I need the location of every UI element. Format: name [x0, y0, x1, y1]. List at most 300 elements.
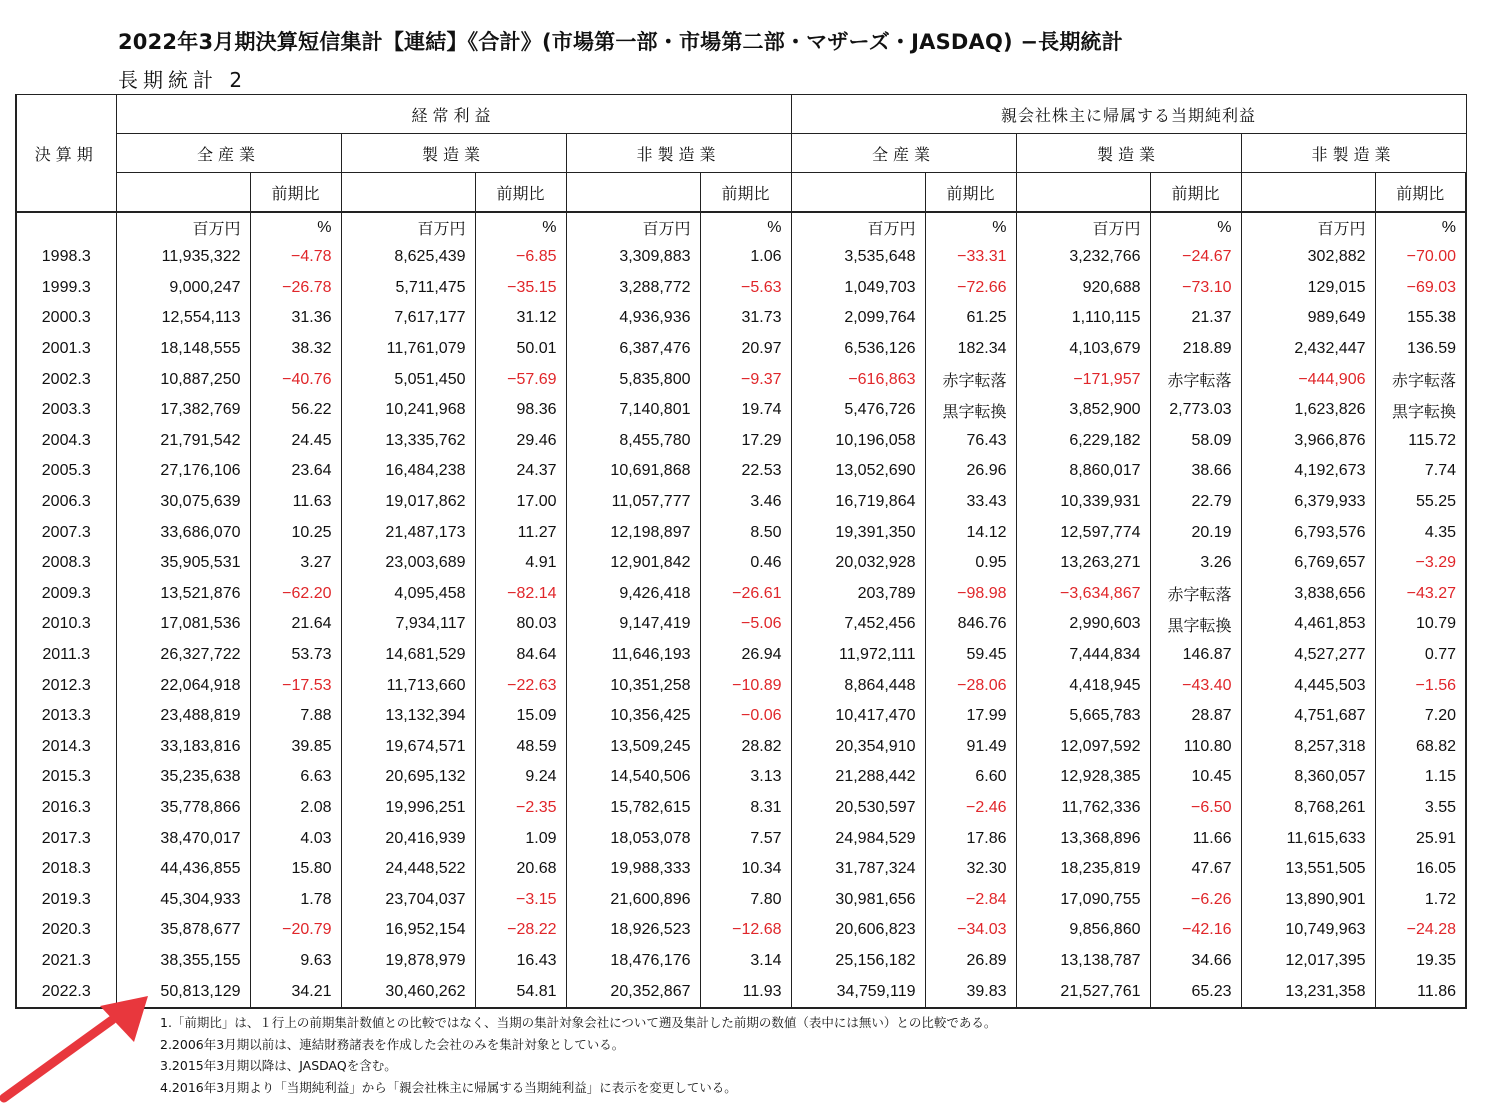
table-row: [16, 487, 1466, 518]
unit-value: 百万円: [791, 212, 925, 242]
header-ratio: 前期比: [1375, 173, 1466, 213]
value-cell: 12,901,842: [566, 548, 700, 579]
value-cell: 4,527,277: [1241, 640, 1375, 671]
ratio-cell: 115.72: [1375, 426, 1466, 457]
ratio-cell: 7.80: [700, 884, 791, 915]
ratio-cell: 38.32: [250, 334, 341, 365]
value-cell: 10,356,425: [566, 701, 700, 732]
ratio-cell: −40.76: [250, 364, 341, 395]
ratio-cell: 38.66: [1150, 456, 1241, 487]
header-ratio: 前期比: [475, 173, 566, 213]
value-cell: 4,751,687: [1241, 701, 1375, 732]
period-cell: 2013.3: [16, 701, 116, 732]
ratio-cell: 3.27: [250, 548, 341, 579]
value-cell: 9,147,419: [566, 609, 700, 640]
ratio-cell: −20.79: [250, 915, 341, 946]
value-cell: 3,309,883: [566, 242, 700, 273]
value-cell: 10,339,931: [1016, 487, 1150, 518]
ratio-cell: 17.99: [925, 701, 1016, 732]
value-cell: 7,140,801: [566, 395, 700, 426]
period-cell: 2016.3: [16, 793, 116, 824]
value-cell: 8,625,439: [341, 242, 475, 273]
value-cell: 35,235,638: [116, 762, 250, 793]
unit-value: 百万円: [1016, 212, 1150, 242]
ratio-cell: 56.22: [250, 395, 341, 426]
value-cell: 13,335,762: [341, 426, 475, 457]
header-op-all: 全産業: [116, 134, 341, 173]
table-row: [16, 609, 1466, 640]
value-cell: 13,551,505: [1241, 854, 1375, 885]
value-cell: 13,509,245: [566, 732, 700, 763]
table-row: [16, 242, 1466, 273]
value-cell: 12,198,897: [566, 517, 700, 548]
value-cell: 7,452,456: [791, 609, 925, 640]
value-cell: 3,232,766: [1016, 242, 1150, 273]
report-subtitle: 長期統計 2: [118, 68, 248, 92]
value-cell: 4,192,673: [1241, 456, 1375, 487]
value-cell: 33,686,070: [116, 517, 250, 548]
header-op-mfg: 製造業: [341, 134, 566, 173]
value-cell: 16,952,154: [341, 915, 475, 946]
value-cell: 13,521,876: [116, 579, 250, 610]
ratio-cell: −2.35: [475, 793, 566, 824]
value-cell: 18,926,523: [566, 915, 700, 946]
ratio-cell: −35.15: [475, 273, 566, 304]
ratio-cell: 赤字転落: [1150, 579, 1241, 610]
ratio-cell: 54.81: [475, 976, 566, 1008]
table-row: [16, 303, 1466, 334]
ratio-cell: 4.03: [250, 823, 341, 854]
value-cell: 6,229,182: [1016, 426, 1150, 457]
ratio-cell: −9.37: [700, 364, 791, 395]
ratio-cell: 22.79: [1150, 487, 1241, 518]
ratio-cell: −17.53: [250, 670, 341, 701]
ratio-cell: 50.01: [475, 334, 566, 365]
period-cell: 2015.3: [16, 762, 116, 793]
ratio-cell: −3.29: [1375, 548, 1466, 579]
ratio-cell: 110.80: [1150, 732, 1241, 763]
value-cell: −444,906: [1241, 364, 1375, 395]
period-cell: 2014.3: [16, 732, 116, 763]
ratio-cell: −42.16: [1150, 915, 1241, 946]
value-cell: 8,455,780: [566, 426, 700, 457]
value-cell: 11,646,193: [566, 640, 700, 671]
value-cell: 11,615,633: [1241, 823, 1375, 854]
ratio-cell: −62.20: [250, 579, 341, 610]
ratio-cell: 31.12: [475, 303, 566, 334]
ratio-cell: 15.09: [475, 701, 566, 732]
ratio-cell: −5.63: [700, 273, 791, 304]
value-cell: 23,003,689: [341, 548, 475, 579]
value-cell: 11,761,079: [341, 334, 475, 365]
period-cell: 2011.3: [16, 640, 116, 671]
ratio-cell: 47.67: [1150, 854, 1241, 885]
ratio-cell: 29.46: [475, 426, 566, 457]
table-row: [16, 579, 1466, 610]
value-cell: 10,196,058: [791, 426, 925, 457]
ratio-cell: 34.66: [1150, 946, 1241, 977]
ratio-cell: 32.30: [925, 854, 1016, 885]
long-term-stats-table: [15, 94, 1467, 1009]
period-cell: 2002.3: [16, 364, 116, 395]
value-cell: 2,099,764: [791, 303, 925, 334]
ratio-cell: −2.46: [925, 793, 1016, 824]
footnote: 3.2015年3月期以降は、JASDAQを含む。: [160, 1058, 397, 1073]
ratio-cell: 11.93: [700, 976, 791, 1008]
value-cell: 12,097,592: [1016, 732, 1150, 763]
ratio-cell: −24.28: [1375, 915, 1466, 946]
unit-pct: %: [475, 212, 566, 242]
value-cell: 7,444,834: [1016, 640, 1150, 671]
ratio-cell: 3.46: [700, 487, 791, 518]
period-cell: 2021.3: [16, 946, 116, 977]
ratio-cell: 黒字転換: [1150, 609, 1241, 640]
value-cell: 10,417,470: [791, 701, 925, 732]
ratio-cell: −82.14: [475, 579, 566, 610]
period-cell: 2020.3: [16, 915, 116, 946]
table-row: [16, 334, 1466, 365]
ratio-cell: 0.95: [925, 548, 1016, 579]
value-cell: 5,665,783: [1016, 701, 1150, 732]
value-cell: 5,711,475: [341, 273, 475, 304]
value-cell: 10,887,250: [116, 364, 250, 395]
ratio-cell: −69.03: [1375, 273, 1466, 304]
ratio-cell: 31.73: [700, 303, 791, 334]
table-row: [16, 395, 1466, 426]
table-row: [16, 701, 1466, 732]
ratio-cell: 黒字転換: [1375, 395, 1466, 426]
ratio-cell: −0.06: [700, 701, 791, 732]
value-cell: 27,176,106: [116, 456, 250, 487]
period-cell: 1999.3: [16, 273, 116, 304]
units-row: [16, 212, 1466, 242]
value-cell: 8,257,318: [1241, 732, 1375, 763]
ratio-cell: 0.46: [700, 548, 791, 579]
value-cell: 10,351,258: [566, 670, 700, 701]
value-cell: 5,835,800: [566, 364, 700, 395]
ratio-cell: 11.66: [1150, 823, 1241, 854]
ratio-cell: 17.00: [475, 487, 566, 518]
value-cell: 14,540,506: [566, 762, 700, 793]
ratio-cell: 10.34: [700, 854, 791, 885]
ratio-cell: 23.64: [250, 456, 341, 487]
value-cell: 7,934,117: [341, 609, 475, 640]
footnote: 4.2016年3月期より「当期純利益」から「親会社株主に帰属する当期純利益」に表示を変更している。: [160, 1079, 737, 1095]
unit-value: 百万円: [341, 212, 475, 242]
table-row: [16, 884, 1466, 915]
ratio-cell: 61.25: [925, 303, 1016, 334]
ratio-cell: 68.82: [1375, 732, 1466, 763]
ratio-cell: 80.03: [475, 609, 566, 640]
value-cell: 3,966,876: [1241, 426, 1375, 457]
ratio-cell: 2.08: [250, 793, 341, 824]
unit-value: 百万円: [566, 212, 700, 242]
period-cell: 2004.3: [16, 426, 116, 457]
ratio-cell: 76.43: [925, 426, 1016, 457]
value-cell: 3,838,656: [1241, 579, 1375, 610]
value-cell: 19,988,333: [566, 854, 700, 885]
footnote: 1.「前期比」は、１行上の前期集計数値との比較ではなく、当期の集計対象会社について遡及集計した前期の数値（表中には無い）との比較である。: [160, 1015, 997, 1030]
value-cell: 8,860,017: [1016, 456, 1150, 487]
ratio-cell: 28.87: [1150, 701, 1241, 732]
table-row: [16, 456, 1466, 487]
value-cell: 13,052,690: [791, 456, 925, 487]
value-cell: 20,354,910: [791, 732, 925, 763]
table-row: [16, 793, 1466, 824]
value-cell: 19,391,350: [791, 517, 925, 548]
value-cell: 4,936,936: [566, 303, 700, 334]
ratio-cell: 1.78: [250, 884, 341, 915]
value-cell: 38,470,017: [116, 823, 250, 854]
period-cell: 2017.3: [16, 823, 116, 854]
header-ratio: 前期比: [1150, 173, 1241, 213]
value-cell: 33,183,816: [116, 732, 250, 763]
header-ni-mfg: 製造業: [1016, 134, 1241, 173]
value-cell: 920,688: [1016, 273, 1150, 304]
value-cell: 12,597,774: [1016, 517, 1150, 548]
value-cell: 20,032,928: [791, 548, 925, 579]
ratio-cell: 11.86: [1375, 976, 1466, 1008]
ratio-cell: −73.10: [1150, 273, 1241, 304]
value-cell: 3,288,772: [566, 273, 700, 304]
value-cell: 13,231,358: [1241, 976, 1375, 1008]
value-cell: 15,782,615: [566, 793, 700, 824]
header-empty: [1241, 173, 1375, 213]
ratio-cell: 9.63: [250, 946, 341, 977]
ratio-cell: −98.98: [925, 579, 1016, 610]
table-row: [16, 762, 1466, 793]
header-empty: [791, 173, 925, 213]
value-cell: 2,432,447: [1241, 334, 1375, 365]
footnotes: [160, 1012, 996, 1098]
value-cell: 18,148,555: [116, 334, 250, 365]
period-cell: 2000.3: [16, 303, 116, 334]
header-period: 決算期: [16, 95, 116, 213]
value-cell: 1,623,826: [1241, 395, 1375, 426]
ratio-cell: 218.89: [1150, 334, 1241, 365]
ratio-cell: −6.50: [1150, 793, 1241, 824]
period-cell: 2010.3: [16, 609, 116, 640]
unit-value: 百万円: [116, 212, 250, 242]
header-ni-all: 全産業: [791, 134, 1016, 173]
value-cell: 21,487,173: [341, 517, 475, 548]
value-cell: 20,352,867: [566, 976, 700, 1008]
value-cell: 20,695,132: [341, 762, 475, 793]
ratio-cell: 15.80: [250, 854, 341, 885]
ratio-cell: 182.34: [925, 334, 1016, 365]
value-cell: 5,476,726: [791, 395, 925, 426]
value-cell: 19,017,862: [341, 487, 475, 518]
ratio-cell: 11.27: [475, 517, 566, 548]
ratio-cell: 20.19: [1150, 517, 1241, 548]
ratio-cell: 98.36: [475, 395, 566, 426]
ratio-cell: 赤字転落: [925, 364, 1016, 395]
value-cell: 20,530,597: [791, 793, 925, 824]
ratio-cell: −2.84: [925, 884, 1016, 915]
ratio-cell: 7.57: [700, 823, 791, 854]
value-cell: 44,436,855: [116, 854, 250, 885]
value-cell: 25,156,182: [791, 946, 925, 977]
ratio-cell: 146.87: [1150, 640, 1241, 671]
value-cell: 30,460,262: [341, 976, 475, 1008]
ratio-cell: 48.59: [475, 732, 566, 763]
value-cell: 13,368,896: [1016, 823, 1150, 854]
table-row: [16, 517, 1466, 548]
value-cell: 12,017,395: [1241, 946, 1375, 977]
value-cell: 35,905,531: [116, 548, 250, 579]
ratio-cell: −12.68: [700, 915, 791, 946]
value-cell: 4,095,458: [341, 579, 475, 610]
ratio-cell: −3.15: [475, 884, 566, 915]
ratio-cell: 10.45: [1150, 762, 1241, 793]
ratio-cell: −6.26: [1150, 884, 1241, 915]
header-op-nonmfg: 非製造業: [566, 134, 791, 173]
header-net-income: 親会社株主に帰属する当期純利益: [791, 95, 1466, 134]
ratio-cell: 21.64: [250, 609, 341, 640]
table-row: [16, 273, 1466, 304]
value-cell: 10,749,963: [1241, 915, 1375, 946]
value-cell: 10,241,968: [341, 395, 475, 426]
table-row: [16, 854, 1466, 885]
value-cell: 3,852,900: [1016, 395, 1150, 426]
ratio-cell: 20.68: [475, 854, 566, 885]
value-cell: 19,878,979: [341, 946, 475, 977]
ratio-cell: −10.89: [700, 670, 791, 701]
ratio-cell: 846.76: [925, 609, 1016, 640]
value-cell: 17,090,755: [1016, 884, 1150, 915]
ratio-cell: 17.86: [925, 823, 1016, 854]
value-cell: 20,606,823: [791, 915, 925, 946]
table-row: [16, 364, 1466, 395]
ratio-cell: 25.91: [1375, 823, 1466, 854]
ratio-cell: 28.82: [700, 732, 791, 763]
value-cell: 26,327,722: [116, 640, 250, 671]
ratio-cell: 赤字転落: [1375, 364, 1466, 395]
ratio-cell: 39.85: [250, 732, 341, 763]
ratio-cell: 7.88: [250, 701, 341, 732]
value-cell: 3,535,648: [791, 242, 925, 273]
period-cell: 2009.3: [16, 579, 116, 610]
unit-pct: %: [250, 212, 341, 242]
period-cell: 2008.3: [16, 548, 116, 579]
ratio-cell: −34.03: [925, 915, 1016, 946]
units-period: [16, 212, 116, 242]
ratio-cell: −72.66: [925, 273, 1016, 304]
value-cell: 35,778,866: [116, 793, 250, 824]
header-ratio: 前期比: [250, 173, 341, 213]
value-cell: −171,957: [1016, 364, 1150, 395]
ratio-cell: 58.09: [1150, 426, 1241, 457]
ratio-cell: 17.29: [700, 426, 791, 457]
value-cell: 13,132,394: [341, 701, 475, 732]
ratio-cell: 84.64: [475, 640, 566, 671]
value-cell: 302,882: [1241, 242, 1375, 273]
ratio-cell: 10.25: [250, 517, 341, 548]
ratio-cell: 2,773.03: [1150, 395, 1241, 426]
value-cell: 30,981,656: [791, 884, 925, 915]
ratio-cell: −26.78: [250, 273, 341, 304]
period-cell: 2022.3: [16, 976, 116, 1008]
table-row: [16, 946, 1466, 977]
table-row: [16, 426, 1466, 457]
ratio-cell: −26.61: [700, 579, 791, 610]
value-cell: 16,719,864: [791, 487, 925, 518]
ratio-cell: 4.91: [475, 548, 566, 579]
value-cell: 13,890,901: [1241, 884, 1375, 915]
ratio-cell: 1.06: [700, 242, 791, 273]
value-cell: 11,713,660: [341, 670, 475, 701]
unit-pct: %: [700, 212, 791, 242]
red-arrow-icon: [0, 990, 150, 1109]
ratio-cell: −43.27: [1375, 579, 1466, 610]
value-cell: 4,461,853: [1241, 609, 1375, 640]
ratio-cell: 65.23: [1150, 976, 1241, 1008]
unit-pct: %: [925, 212, 1016, 242]
value-cell: 24,984,529: [791, 823, 925, 854]
value-cell: 11,762,336: [1016, 793, 1150, 824]
value-cell: 13,263,271: [1016, 548, 1150, 579]
value-cell: 30,075,639: [116, 487, 250, 518]
value-cell: 38,355,155: [116, 946, 250, 977]
ratio-cell: 3.55: [1375, 793, 1466, 824]
ratio-cell: 赤字転落: [1150, 364, 1241, 395]
ratio-cell: 155.38: [1375, 303, 1466, 334]
value-cell: 8,864,448: [791, 670, 925, 701]
header-empty: [1016, 173, 1150, 213]
ratio-cell: 6.60: [925, 762, 1016, 793]
ratio-cell: 26.94: [700, 640, 791, 671]
value-cell: 10,691,868: [566, 456, 700, 487]
value-cell: 5,051,450: [341, 364, 475, 395]
ratio-cell: 1.09: [475, 823, 566, 854]
value-cell: 6,379,933: [1241, 487, 1375, 518]
value-cell: 989,649: [1241, 303, 1375, 334]
value-cell: 4,418,945: [1016, 670, 1150, 701]
value-cell: 31,787,324: [791, 854, 925, 885]
ratio-cell: 19.74: [700, 395, 791, 426]
period-cell: 1998.3: [16, 242, 116, 273]
table-body: [16, 212, 1466, 1008]
header-empty: [116, 173, 250, 213]
ratio-cell: 10.79: [1375, 609, 1466, 640]
ratio-cell: 34.21: [250, 976, 341, 1008]
table-row: [16, 976, 1466, 1008]
ratio-cell: 39.83: [925, 976, 1016, 1008]
unit-pct: %: [1150, 212, 1241, 242]
value-cell: 6,387,476: [566, 334, 700, 365]
value-cell: 18,053,078: [566, 823, 700, 854]
ratio-cell: 1.15: [1375, 762, 1466, 793]
ratio-cell: 9.24: [475, 762, 566, 793]
ratio-cell: 59.45: [925, 640, 1016, 671]
ratio-cell: −70.00: [1375, 242, 1466, 273]
value-cell: 23,704,037: [341, 884, 475, 915]
ratio-cell: −28.22: [475, 915, 566, 946]
period-cell: 2018.3: [16, 854, 116, 885]
ratio-cell: 26.96: [925, 456, 1016, 487]
ratio-cell: 3.13: [700, 762, 791, 793]
value-cell: 13,138,787: [1016, 946, 1150, 977]
value-cell: 35,878,677: [116, 915, 250, 946]
value-cell: 24,448,522: [341, 854, 475, 885]
value-cell: 18,235,819: [1016, 854, 1150, 885]
value-cell: 9,426,418: [566, 579, 700, 610]
value-cell: 17,382,769: [116, 395, 250, 426]
ratio-cell: −6.85: [475, 242, 566, 273]
ratio-cell: 19.35: [1375, 946, 1466, 977]
table-row: [16, 670, 1466, 701]
ratio-cell: 8.31: [700, 793, 791, 824]
